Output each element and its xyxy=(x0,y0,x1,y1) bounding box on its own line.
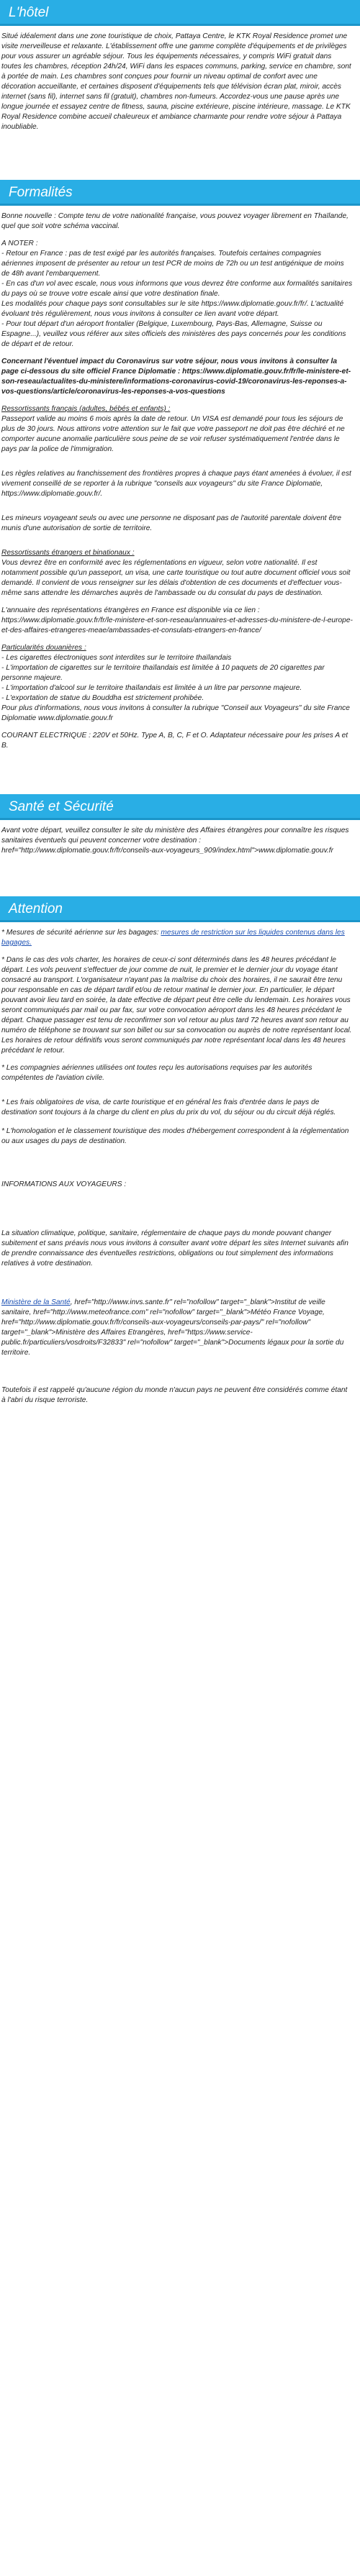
covid-notice: Concernant l'éventuel impact du Coronavirus sur votre séjour, nous vous invitons à consulter la page ci-dessous du site officiel France Diplomatie : https://www.diplomatie.gouv.fr/fr/le-ministere-et-son-reseau/actualites-du-ministere/informations-coronavirus-covid-19/coronavirus-les-reponses-a-vos-questions/article/coronavirus-les-reponses-a-vos-questions xyxy=(1,358,351,396)
formalites-section-body xyxy=(0,206,360,765)
sante-text: Avant votre départ, veuillez consulter le site du ministère des Affaires étrangères pour connaître les risques sanitaires éventuels qui peuvent concerner votre destination : href="http://www.diplomatie.gouv.fr/fr/conseils-aux-voyageurs_909/index.html">www.diplomatie.gouv.fr xyxy=(1,827,349,855)
frais-text: * Les frais obligatoires de visa, de carte touristique et en général les frais d'entrée dans le pays de destination sont toujours à la charge du client en plus du prix du vol, du séjour ou du circuit déjà réglés. xyxy=(1,1098,336,1116)
vols-text: * Dans le cas des vols charter, les horaires de ceux-ci sont déterminés dans les 48 heures précédant le départ. Les vols peuvent s'effectuer de jour comme de nuit, le premier et le dernier jour du voyage étant consacré au transport. L'organisateur n'ayant pas la maîtrise du choix des horaires, il ne saurait être tenu pour responsable en cas de départ tardif et/ou de retour matinal le dernier jour. En particulier, le départ pouvant avoir lieu tard en soirée, la date effective de départ peut être celle du lendemain. Les horaires vous seront communiqués par mail ou par fax, sur votre convocation aéroport dans les 48 heures précédant le départ. Chaque passager est tenu de reconfirmer son vol retour au plus tard 72 heures avant son retour au numéro de téléphone se trouvant sur son billet ou sur sa convocation ou auprès de notre représentant local. Les horaires de retour définitifs vous seront communiqués par notre représentant local dans les 48 heures précédant le retour. xyxy=(1,956,352,1055)
regles-text: Les règles relatives au franchissement des frontières propres à chaque pays étant amenées à évoluer, il est vivement conseillé de se reporter à la rubrique "conseils aux voyageurs" du site France Diplomatie, https://www.diplomatie.gouv.fr/. xyxy=(1,470,351,498)
ressortissants-text: Passeport valide au moins 6 mois après la date de retour. Un VISA est demandé pour tous les séjours de plus de 30 jours. Nous attirons votre attention sur le fait que votre passeport ne doit pas être déchiré et ne comporter aucune anomalie particulière sous peine de se voir refuser systématiquement l'entrée dans le pays par la police de l'immigration. xyxy=(1,415,345,453)
bagages-notice xyxy=(1,928,353,948)
mineurs-text: Les mineurs voyageant seuls ou avec une personne ne disposant pas de l'autorité parentale doivent être munis d'une autorisation de sortie de territoire. xyxy=(1,514,342,532)
bagages-link[interactable]: mesures de restriction sur les liquides contenus dans les bagages. xyxy=(1,929,345,947)
formalites-intro: Bonne nouvelle : Compte tenu de votre nationalité française, vous pouvez voyager librement en Thaïlande, quel que soit votre schéma vaccinal. xyxy=(1,212,348,230)
particularites-title: Particularités douanières : xyxy=(1,644,86,652)
particularites-line: - L'importation d'alcool sur le territoire thaïlandais est limitée à un litre par personne majeure. xyxy=(1,684,302,692)
ressortissants-title: Ressortissants français (adultes, bébés et enfants) : xyxy=(1,405,171,413)
note-line: - Pour tout départ d'un aéroport frontalier (Belgique, Luxembourg, Pays-Bas, Allemagne, Suisse ou Espagne...), veuillez vous référer aux sites officiels des ministères des pays concernés pour les conditions de départ et de retour. xyxy=(1,320,346,348)
particularites-line: - Les cigarettes électroniques sont interdites sur le territoire thaïlandais xyxy=(1,654,232,662)
terrorisme-notice: Toutefois il est rappelé qu'aucune région du monde n'aucun pays ne peuvent être considérés comme étant à l'abri du risque terroriste. xyxy=(1,1386,348,1404)
homologation-text: * L'homologation et le classement touristique des modes d'hébergement correspondent à la réglementation ou aux usages du pays de destination. xyxy=(1,1127,349,1145)
sante-section-title: Santé et Sécurité xyxy=(0,794,360,820)
attention-section-body xyxy=(0,922,360,1420)
attention-section-title: Attention xyxy=(0,896,360,922)
courant-text: COURANT ELECTRIQUE : 220V et 50Hz. Type A, B, C, F et O. Adaptateur nécessaire pour les prises A et B. xyxy=(1,732,348,750)
note-block xyxy=(1,239,353,350)
particularites-block xyxy=(1,643,353,724)
particularites-line: - L'exportation de statue du Bouddha est strictement prohibée. xyxy=(1,694,204,702)
compagnies-text: * Les compagnies aériennes utilisées ont toutes reçu les autorisations requises par les autorités compétentes de l'aviation civile. xyxy=(1,1064,312,1082)
liens-text: , href="http://www.invs.sante.fr" rel="nofollow" target="_blank">Institut de veille sanitaire, href="http://www.meteofrance.com" rel="nofollow" target="_blank">Météo France Voyage, href="http://www.diplomatie.gouv.fr/fr/conseils-aux-voyageurs/conseils-par-pays/" rel="nofollow" target="_blank">Ministère des Affaires Etrangères, href="https://www.service-public.fr/particuliers/vosdroits/F32833" rel="nofollow" target="_blank">Documents légaux pour la sortie du territoire. xyxy=(1,1298,344,1357)
bagages-prefix: * Mesures de sécurité aérienne sur les bagages: xyxy=(1,929,161,937)
situation-text: La situation climatique, politique, sanitaire, réglementaire de chaque pays du monde pouvant changer subitement et sans préavis nous vous invitons à consulter avant votre départ les sites Internet suivants afin de prendre connaissance des éventuelles restrictions, obligations ou tout simplement des informations relatives à votre destination. xyxy=(1,1229,348,1267)
etrangers-block xyxy=(1,548,353,599)
particularites-line: - L'importation de cigarettes sur le territoire thaïlandais est limitée à 10 paquets de 20 cigarettes par personne majeure. xyxy=(1,664,325,682)
etrangers-text: Vous devrez être en conformité avec les réglementations en vigueur, selon votre nationalité. Il est notamment possible qu'un passeport, un visa, une carte touristique ou tout autre document officiel vous soit demandé. Il convient de vous renseigner sur les délais d'obtention de ces documents et d'effectuer vous-même sans attendre les démarches auprès de l'ambassade ou du consulat du pays de destination. xyxy=(1,559,351,597)
hotel-section-title: L'hôtel xyxy=(0,0,360,26)
formalites-section-title: Formalités xyxy=(0,180,360,206)
note-line: Les modalités pour chaque pays sont consultables sur le site https://www.diplomatie.gouv.fr/fr/. L'actualité évoluant très régulièrement, nous vous invitons à consulter ce lien avant votre départ. xyxy=(1,300,344,318)
hotel-description: Situé idéalement dans une zone touristique de choix, Pattaya Centre, le KTK Royal Residence promet une visite merveilleuse et relaxante. L'établissement offre une gamme complète d'équipements et de privilèges pour vous assurer un agréable séjour. Tous les équipements nécessaires, y compris WiFi gratuit dans toutes les chambres, réception 24h/24, WiFi dans les espaces communs, parking, service en chambre, sont à portée de main. Les chambres sont conçues pour fournir un niveau optimal de confort avec une décoration accueillante, et certaines disposent d'équipements tels que télévision écran plat, miroir, accès internet (sans fil), internet sans fil (gratuit), chambres non-fumeurs. Accordez-vous une pause après une longue journée et essayez centre de fitness, sauna, piscine extérieure, piscine intérieure, massage. Le KTK Royal Residence combine accueil chaleureux et ambiance charmante pour rendre votre séjour à Pattaya inoubliable. xyxy=(1,32,351,131)
note-line: - En cas d'un vol avec escale, nous vous informons que vous devrez être conforme aux formalités sanitaires du pays où se trouve votre escale ainsi que votre destination finale. xyxy=(1,280,353,298)
ressortissants-block xyxy=(1,404,353,455)
particularites-line: Pour plus d'informations, nous vous invitons à consulter la rubrique "Conseil aux Voyageurs" du site France Diplomatie www.diplomatie.gouv.fr xyxy=(1,704,350,722)
note-line: - Retour en France : pas de test exigé par les autorités françaises. Toutefois certaines compagnies aériennes imposent de présenter au retour un test PCR de moins de 72h ou un test antigénique de moins de 48h avant l'embarquement. xyxy=(1,250,344,278)
sante-section-body xyxy=(0,820,360,870)
hotel-section-body xyxy=(0,26,360,147)
note-label: A NOTER : xyxy=(1,240,38,247)
ministere-sante-link[interactable]: Ministère de la Santé xyxy=(1,1298,71,1306)
etrangers-title: Ressortissants étrangers et binationaux : xyxy=(1,549,135,557)
annuaire-text: L'annuaire des représentations étrangères en France est disponible via ce lien : https://www.diplomatie.gouv.fr/fr/le-ministere-et-son-reseau/annuaires-et-adresses-du-ministere-de-l-europe-et-des-affaires-etrangeres-meae/ambassades-et-consulats-etrangers-en-france/ xyxy=(1,606,353,634)
infos-voyageurs-title: INFORMATIONS AUX VOYAGEURS : xyxy=(1,1180,127,1188)
liens-officiels xyxy=(1,1298,353,1358)
